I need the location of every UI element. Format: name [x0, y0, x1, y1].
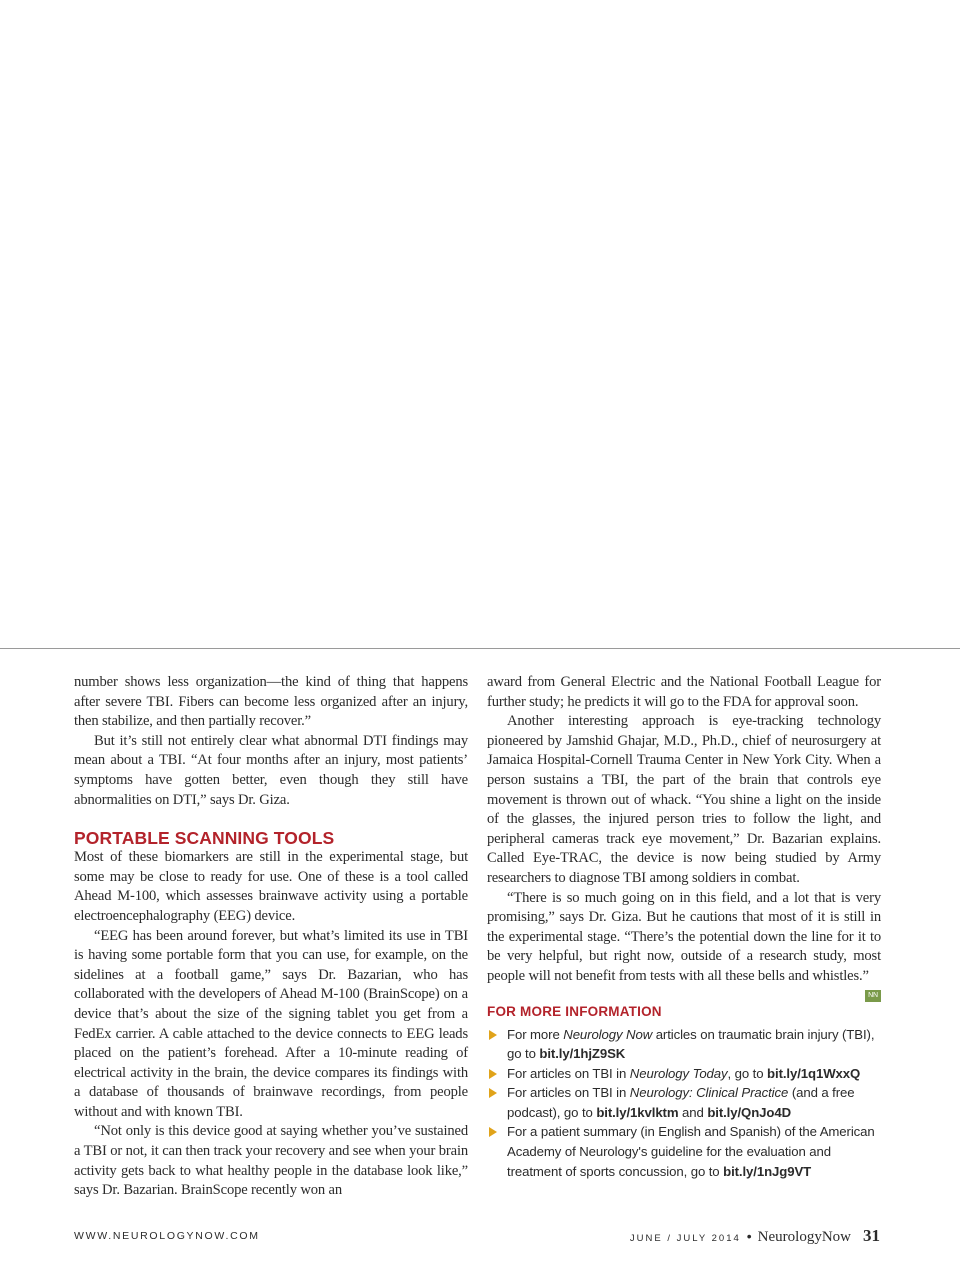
magazine-name: NeurologyNow: [757, 1229, 851, 1245]
link[interactable]: bit.ly/QnJo4D: [707, 1104, 792, 1120]
link[interactable]: bit.ly/1kvlktm: [596, 1104, 679, 1120]
triangle-bullet-icon: [489, 1127, 497, 1137]
section-heading: PORTABLE SCANNING TOOLS: [74, 828, 335, 849]
list-item: For a patient summary (in English and Spanish) of the American Academy of Neurology's guideline for the evaluation and treatment of sports concussion, go to bit.ly/1nJg9VT: [487, 1122, 881, 1181]
end-of-article-mark: NN: [865, 990, 881, 1002]
link[interactable]: bit.ly/1nJg9VT: [723, 1163, 812, 1179]
top-divider-rule: [0, 648, 960, 649]
list-item: For articles on TBI in Neurology: Clinical Practice (and a free podcast), go to bit.ly/1kvlktm and bit.ly/QnJo4D: [487, 1083, 881, 1122]
paragraph: “Not only is this device good at saying whether you’ve sustained a TBI or not, it can then track your recovery and see when your brain activity gets back to what healthy people in the database look like,” says Dr. Bazarian. BrainScope recently won an: [74, 1123, 468, 1199]
issue-date: JUNE / JULY 2014: [629, 1233, 741, 1244]
paragraph: But it’s still not entirely clear what abnormal DTI findings may mean about a TBI. “At four months after an injury, most patients’ symptoms have gotten better, even though they still have abnormalities on DTI,” says Dr. Giza.: [74, 732, 468, 808]
paragraph: number shows less organization—the kind of thing that happens after severe TBI. Fibers can become less organized after an injury, then stabilize, and then partially recover.”: [74, 674, 468, 730]
triangle-bullet-icon: [489, 1088, 497, 1098]
page-number: 31: [863, 1226, 880, 1245]
link[interactable]: bit.ly/1q1WxxQ: [767, 1065, 861, 1081]
paragraph: award from General Electric and the National Football League for further study; he predicts it will go to the FDA for approval soon.: [487, 674, 881, 710]
list-item: For more Neurology Now articles on traumatic brain injury (TBI), go to bit.ly/1hjZ9SK: [487, 1025, 881, 1064]
list-item: For articles on TBI in Neurology Today, go to bit.ly/1q1WxxQ: [487, 1064, 881, 1084]
paragraph: Another interesting approach is eye-tracking technology pioneered by Jamshid Ghajar, M.D., Ph.D., chief of neurosurgery at Jamaica Hospital-Cornell Trauma Center in New York City. When a person sustains a TBI, the part of the brain that controls eye movement is thrown out of whack. “You shine a light on the inside of the glasses, the injured person tries to follow the light, and peripheral cameras track eye movement,” Dr. Bazarian explains. Called Eye-TRAC, the device is now being studied by Army researchers to diagnose TBI among soldiers in combat.: [487, 713, 881, 886]
footer-website[interactable]: WWW.NEUROLOGYNOW.COM: [74, 1230, 260, 1242]
paragraph: “EEG has been around forever, but what’s limited its use in TBI is having some portable form that you can use, for example, on the sidelines at a football game,” says Dr. Bazarian, who has collaborated with the developers of Ahead M-100 (BrainScope) on a device that’s about the size of the signing tablet you get from a FedEx carrier. A cable attached to the device connects to EEG leads placed on the patient’s forehead. After a 10-minute reading of electrical activity in the brain, the device compares its findings with a database of thousands of brainwave recordings, from people without and with known TBI.: [74, 927, 468, 1120]
more-info-heading: FOR MORE INFORMATION: [487, 1003, 662, 1019]
footer-issue-info: [630, 1226, 880, 1246]
triangle-bullet-icon: [489, 1069, 497, 1079]
right-column: [487, 673, 881, 1181]
link[interactable]: bit.ly/1hjZ9SK: [539, 1046, 626, 1062]
paragraph: Most of these biomarkers are still in the experimental stage, but some may be close to ready for use. One of these is a tool called Ahead M-100, which assesses brainwave activity using a portable electroencephalography (EEG) device.: [74, 849, 468, 924]
bullet-separator: •: [746, 1228, 752, 1244]
more-info-list: [487, 1025, 881, 1182]
triangle-bullet-icon: [489, 1030, 497, 1040]
left-column: [74, 673, 468, 1201]
paragraph-last: [487, 889, 881, 999]
paragraph-text: “There is so much going on in this field, and a lot that is very promising,” says Dr. Giza. But he cautions that most of it is still in the experimental stage. “There’s the potential down the line for it to be very helpful, but right now, outside of a research study, most people will not benefit from tests with all these bells and whistles.”: [487, 889, 881, 984]
